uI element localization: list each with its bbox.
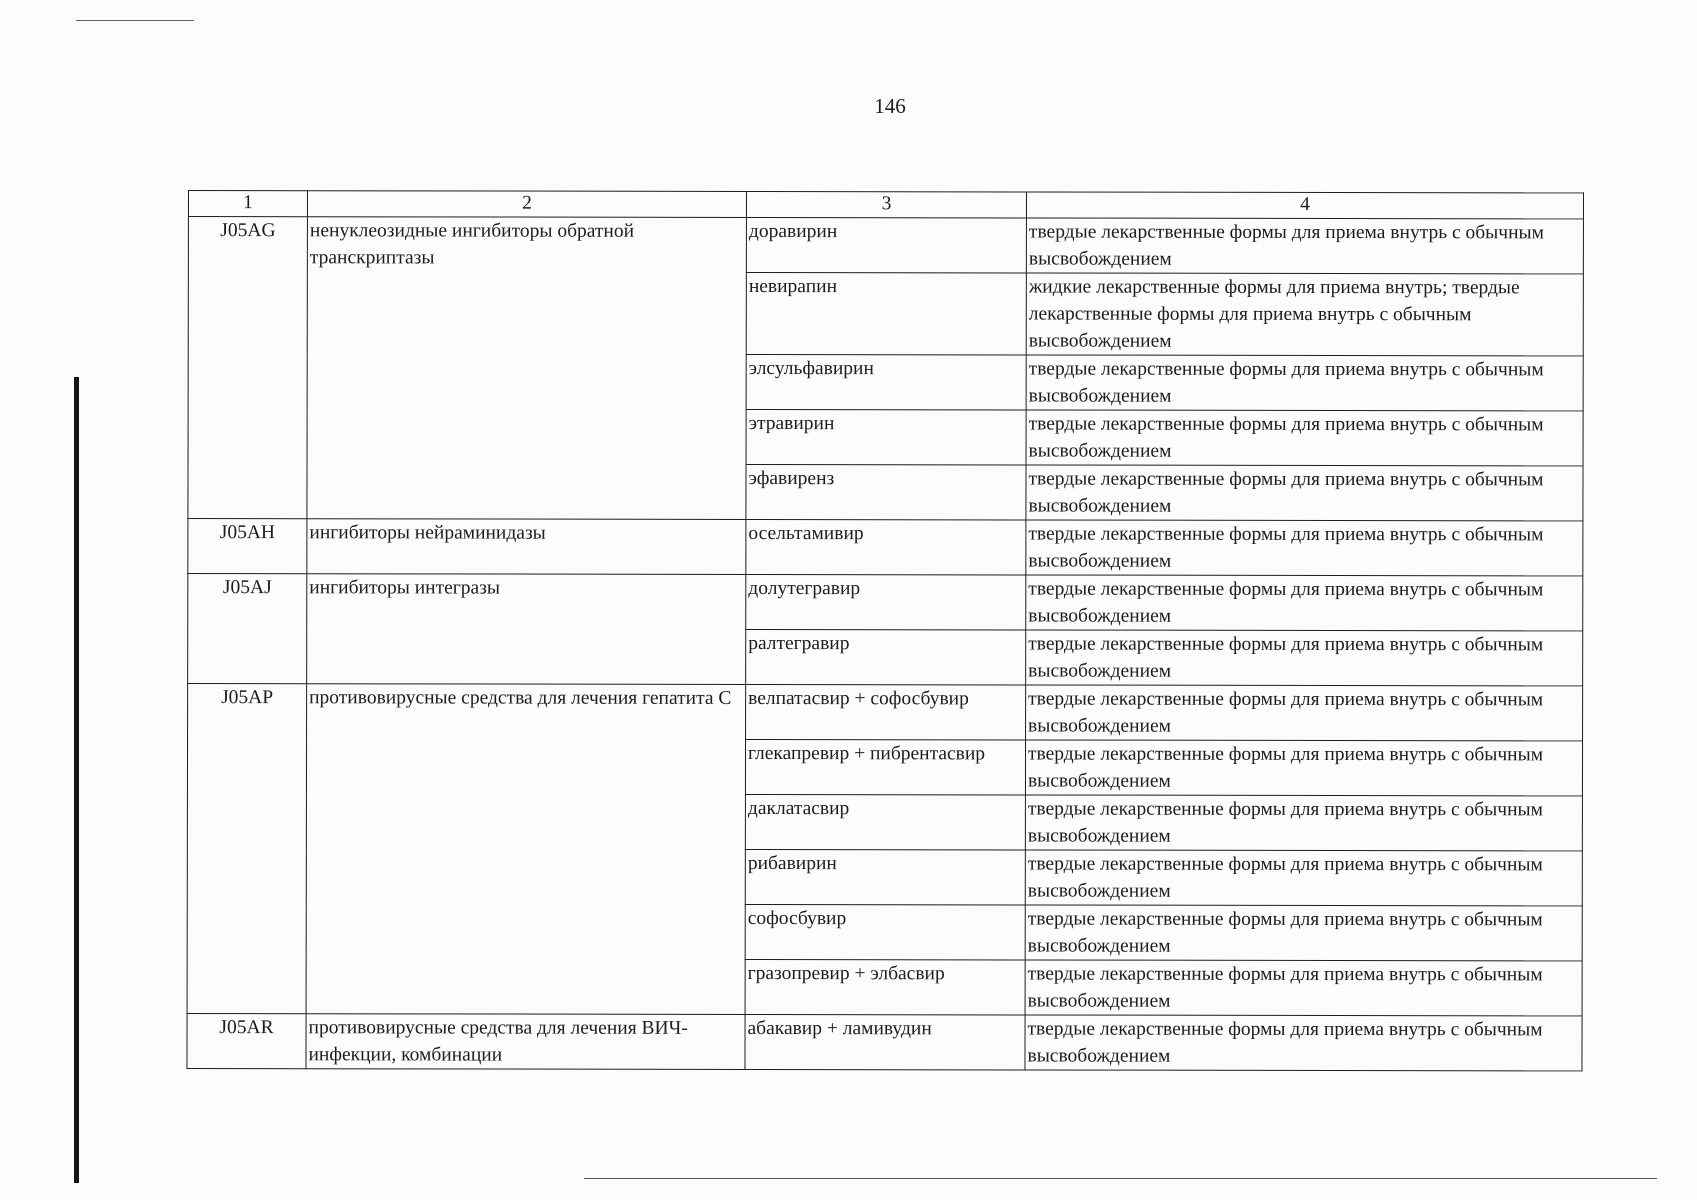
table-row — [188, 519, 1583, 576]
drug-name-cell: осельтамивир — [746, 519, 1026, 574]
drug-table — [186, 190, 1584, 1071]
dosage-form-cell: твердые лекарственные формы для приема внутрь с обычным высвобождением — [1026, 465, 1583, 521]
table-row — [187, 1013, 1582, 1070]
drug-name-cell: софосбувир — [745, 904, 1025, 959]
header-cell-1: 1 — [188, 191, 307, 217]
table-row — [188, 217, 1583, 274]
dosage-form-cell: твердые лекарственные формы для приема внутрь с обычным высвобождением — [1025, 740, 1582, 796]
top-rule — [76, 20, 194, 21]
drug-name-cell: эфавиренз — [746, 464, 1026, 519]
drug-name-cell: даклатасвир — [745, 794, 1025, 849]
drug-name-cell: глекапревир + пибрентасвир — [745, 739, 1025, 794]
table-row — [188, 574, 1583, 631]
page-number: 146 — [874, 94, 906, 118]
group-name-cell: ингибиторы нейраминидазы — [307, 519, 746, 575]
dosage-form-cell: твердые лекарственные формы для приема внутрь с обычным высвобождением — [1025, 795, 1582, 851]
header-cell-3: 3 — [746, 191, 1026, 217]
drug-name-cell: ралтегравир — [746, 629, 1026, 684]
scan-edge-bar — [74, 377, 79, 1183]
atc-code-cell: J05AR — [187, 1013, 306, 1068]
bottom-rule — [584, 1178, 1657, 1179]
dosage-form-cell: твердые лекарственные формы для приема внутрь с обычным высвобождением — [1026, 410, 1583, 466]
dosage-form-cell: твердые лекарственные формы для приема внутрь с обычным высвобождением — [1026, 355, 1583, 411]
group-name-cell: ингибиторы интегразы — [307, 574, 746, 685]
dosage-form-cell: твердые лекарственные формы для приема внутрь с обычным высвобождением — [1025, 850, 1582, 906]
drug-name-cell: элсульфавирин — [746, 354, 1026, 409]
drug-name-cell: гразопревир + элбасвир — [745, 959, 1025, 1014]
drug-name-cell: этравирин — [746, 409, 1026, 464]
drug-name-cell: невирапин — [746, 272, 1026, 354]
dosage-form-cell: твердые лекарственные формы для приема внутрь с обычным высвобождением — [1026, 575, 1583, 631]
group-name-cell: ненуклеозидные ингибиторы обратной транскриптазы — [307, 217, 747, 520]
atc-code-cell: J05AP — [187, 684, 307, 1014]
dosage-form-cell: твердые лекарственные формы для приема внутрь с обычным высвобождением — [1025, 905, 1582, 961]
header-cell-2: 2 — [307, 191, 746, 218]
dosage-form-cell: твердые лекарственные формы для приема внутрь с обычным высвобождением — [1025, 1015, 1582, 1071]
atc-code-cell: J05AH — [188, 519, 307, 574]
dosage-form-cell: твердые лекарственные формы для приема внутрь с обычным высвобождением — [1026, 685, 1583, 741]
drug-name-cell: долутегравир — [746, 574, 1026, 629]
dosage-form-cell: твердые лекарственные формы для приема внутрь с обычным высвобождением — [1026, 630, 1583, 686]
table-row — [188, 684, 1583, 741]
dosage-form-cell: твердые лекарственные формы для приема внутрь с обычным высвобождением — [1025, 960, 1582, 1016]
header-cell-4: 4 — [1026, 192, 1583, 219]
dosage-form-cell: жидкие лекарственные формы для приема внутрь; твердые лекарственные формы для приема внутрь с обычным высвобождением — [1026, 273, 1583, 356]
drug-name-cell: велпатасвир + софосбувир — [746, 684, 1026, 739]
atc-code-cell: J05AJ — [188, 574, 307, 684]
group-name-cell: противовирусные средства для лечения гепатита С — [306, 684, 746, 1015]
drug-name-cell: абакавир + ламивудин — [745, 1014, 1025, 1069]
atc-code-cell: J05AG — [188, 217, 308, 519]
dosage-form-cell: твердые лекарственные формы для приема внутрь с обычным высвобождением — [1026, 520, 1583, 576]
drug-name-cell: доравирин — [746, 217, 1026, 272]
group-name-cell: противовирусные средства для лечения ВИЧ-инфекции, комбинации — [306, 1014, 745, 1070]
dosage-form-cell: твердые лекарственные формы для приема внутрь с обычным высвобождением — [1026, 218, 1583, 274]
drug-name-cell: рибавирин — [745, 849, 1025, 904]
header-row — [188, 191, 1583, 219]
